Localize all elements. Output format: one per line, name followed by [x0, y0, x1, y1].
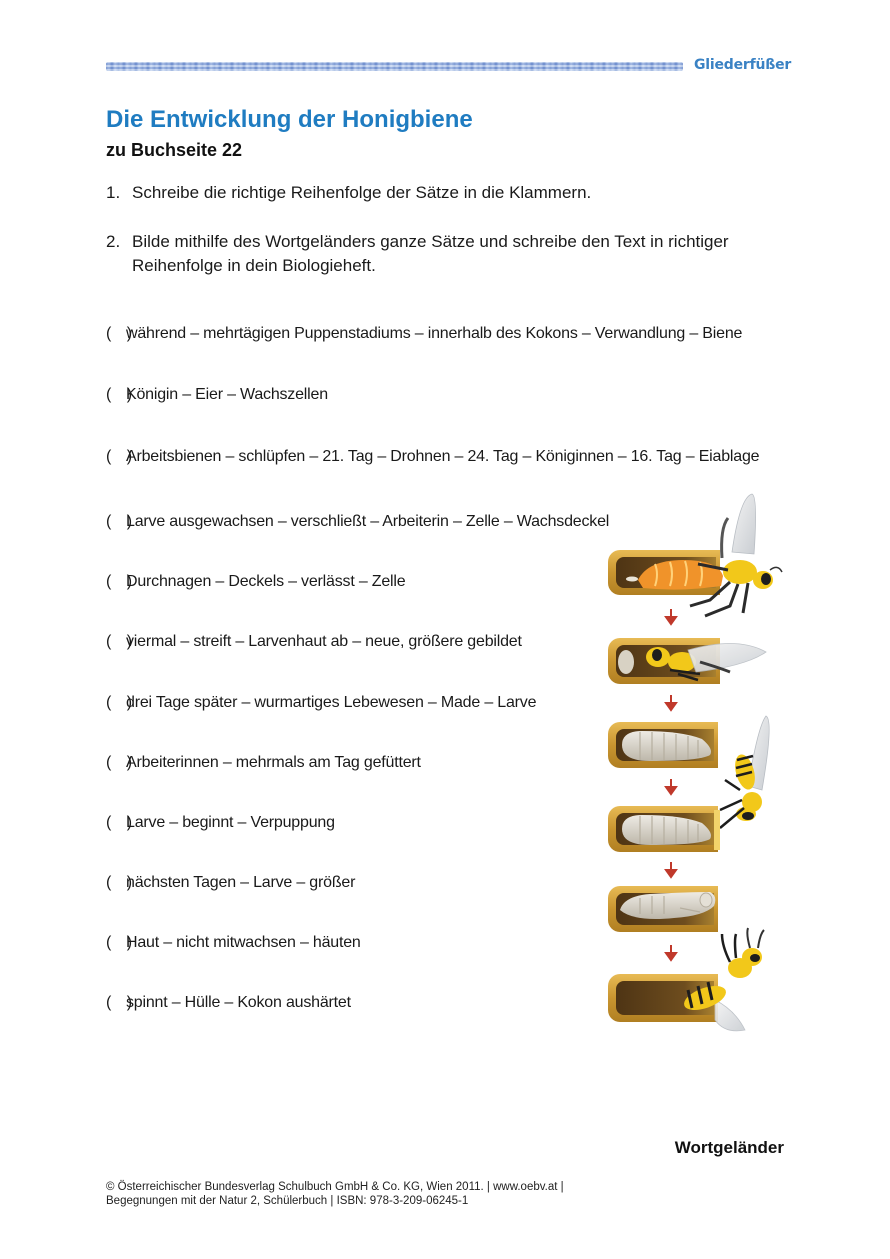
sentence-item — [106, 814, 335, 832]
section-tag: Gliederfüßer — [694, 57, 792, 73]
sentence-text: drei Tage später – wurmartiges Lebewesen – Made – Larve — [126, 694, 537, 711]
order-bracket[interactable]: ( ) — [106, 994, 132, 1011]
bee-icon — [720, 716, 769, 828]
sentence-text: Haut – nicht mitwachsen – häuten — [126, 934, 361, 951]
sentence-text: viermal – streift – Larvenhaut ab – neue, größere gebildet — [126, 633, 522, 650]
cell-stage-4 — [608, 806, 720, 852]
footer-copyright — [106, 1180, 564, 1208]
sentence-item — [106, 633, 522, 651]
sentence-item — [106, 754, 421, 772]
cell-stage-5 — [608, 886, 718, 932]
task-2 — [106, 230, 792, 278]
order-bracket[interactable]: ( ) — [106, 513, 132, 530]
arrow-down-icon — [666, 779, 676, 794]
sentence-item — [106, 874, 355, 892]
sentence-text: Arbeiterinnen – mehrmals am Tag gefüttert — [126, 754, 421, 771]
header-decorative-band — [106, 62, 683, 71]
cell-stage-3 — [608, 722, 718, 768]
order-bracket[interactable]: ( ) — [106, 694, 132, 711]
sentence-item — [106, 694, 536, 712]
order-bracket[interactable]: ( ) — [106, 814, 132, 831]
sentence-text: Königin – Eier – Wachszellen — [126, 386, 328, 403]
task-number: 1. — [106, 183, 121, 202]
page-subtitle: zu Buchseite 22 — [106, 140, 243, 160]
task-number: 2. — [106, 232, 121, 251]
wortgelaender-label: Wortgeländer — [674, 1138, 784, 1157]
sentence-item — [106, 994, 351, 1012]
sentence-item — [106, 386, 328, 404]
arrow-down-icon — [666, 862, 676, 877]
sentence-text: Larve – beginnt – Verpuppung — [126, 814, 335, 831]
order-bracket[interactable]: ( ) — [106, 754, 132, 771]
order-bracket[interactable]: ( ) — [106, 325, 132, 342]
sentence-text: Arbeitsbienen – schlüpfen – 21. Tag – Drohnen – 24. Tag – Königinnen – 16. Tag – Eiablage — [126, 448, 760, 465]
footer-line-2: Begegnungen mit der Natur 2, Schülerbuch | ISBN: 978-3-209-06245-1 — [106, 1195, 469, 1207]
sentence-item — [106, 448, 759, 466]
arrow-down-icon — [666, 695, 676, 710]
sentence-item — [106, 934, 361, 952]
page-title: Die Entwicklung der Honigbiene — [106, 106, 473, 133]
cell-stage-2 — [608, 638, 766, 684]
order-bracket[interactable]: ( ) — [106, 934, 132, 951]
order-bracket[interactable]: ( ) — [106, 874, 132, 891]
task-1 — [106, 181, 792, 205]
order-bracket[interactable]: ( ) — [106, 448, 132, 465]
sentence-text: während – mehrtägigen Puppenstadiums – innerhalb des Kokons – Verwandlung – Biene — [126, 325, 743, 342]
sentence-item — [106, 325, 742, 343]
arrow-down-icon — [666, 609, 676, 624]
footer-line-1: © Österreichischer Bundesverlag Schulbuch GmbH & Co. KG, Wien 2011. | www.oebv.at | — [106, 1181, 564, 1193]
order-bracket[interactable]: ( ) — [106, 386, 132, 403]
sentence-text: Durchnagen – Deckels – verlässt – Zelle — [126, 573, 406, 590]
task-text: Bilde mithilfe des Wortgeländers ganze Sätze und schreibe den Text in richtiger Reihenfolge in dein Biologieheft. — [132, 232, 729, 275]
sentence-item — [106, 513, 609, 531]
bee-development-illustration — [600, 490, 800, 1035]
sentence-text: Larve ausgewachsen – verschließt – Arbeiterin – Zelle – Wachsdeckel — [126, 513, 610, 530]
order-bracket[interactable]: ( ) — [106, 633, 132, 650]
order-bracket[interactable]: ( ) — [106, 573, 132, 590]
arrow-down-icon — [666, 945, 676, 960]
sentence-text: nächsten Tagen – Larve – größer — [126, 874, 356, 891]
cell-stage-1 — [608, 550, 723, 595]
sentence-text: spinnt – Hülle – Kokon aushärtet — [126, 994, 351, 1011]
task-text: Schreibe die richtige Reihenfolge der Sätze in die Klammern. — [132, 183, 592, 202]
sentence-item — [106, 573, 405, 591]
